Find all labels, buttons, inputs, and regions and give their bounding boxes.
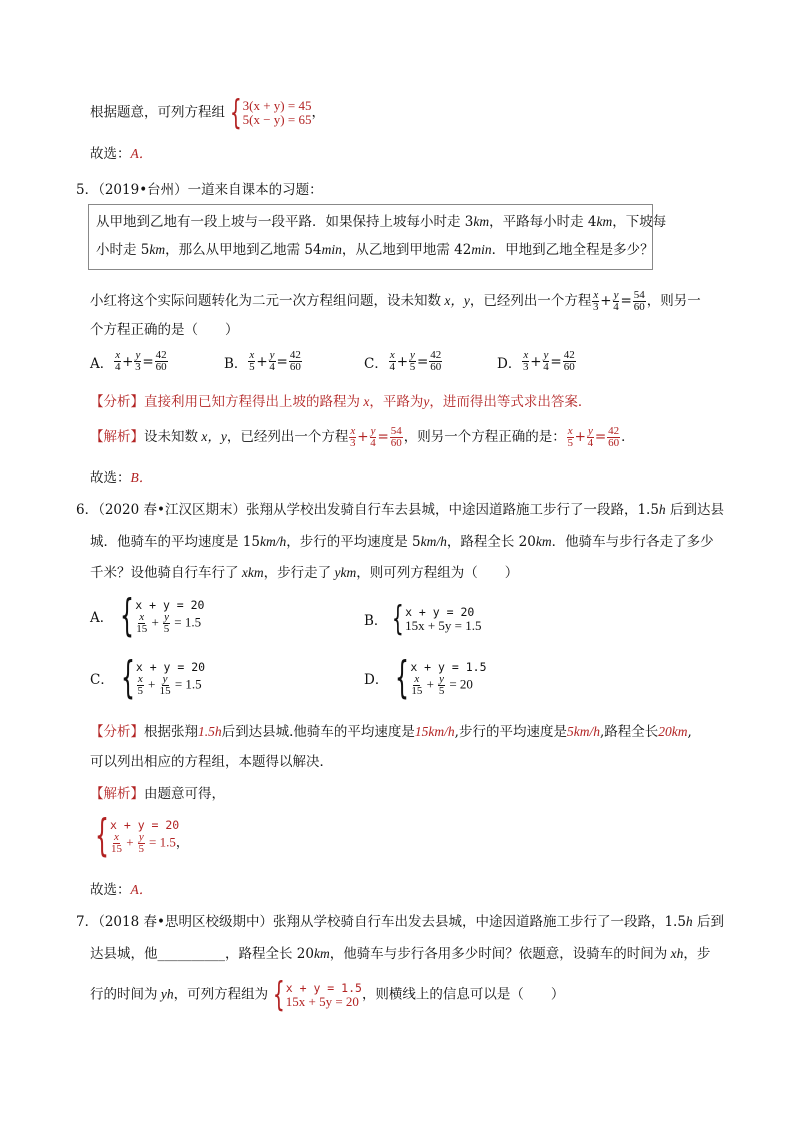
text-fragment: 6．（2020 春•江汉区期末）张翔从学校出发骑自行车去县城，中途因道路施工步行了一段路，1.5 xyxy=(76,502,659,518)
text-fragment: ，他骑车与步行各用多少时间？依题意，设骑车的时间为 xyxy=(329,946,668,962)
text-fragment: = xyxy=(416,353,429,370)
text-fragment: 3 xyxy=(523,361,529,373)
text-fragment: 60 xyxy=(430,361,442,373)
text-fragment: ， xyxy=(175,833,189,849)
fraction xyxy=(522,350,529,373)
text-fragment: D． xyxy=(497,355,522,372)
q6-option-c[interactable] xyxy=(90,652,206,703)
text-fragment: ，可列方程组为 xyxy=(173,986,269,1003)
text-fragment xyxy=(136,660,205,697)
text-fragment: + xyxy=(256,353,268,370)
q6-solution-system xyxy=(88,810,189,861)
fraction xyxy=(438,674,445,697)
text-fragment: = 1.5 xyxy=(174,613,202,629)
fraction xyxy=(429,350,442,373)
text-fragment: 4 xyxy=(114,361,121,373)
q5-stem-line-1 xyxy=(90,290,701,313)
text-fragment: x xyxy=(567,425,573,437)
text-fragment: 5km/h xyxy=(566,724,600,739)
text-fragment: x + y = 20 xyxy=(135,597,205,612)
box-line-1 xyxy=(96,212,666,232)
text-fragment: 60 xyxy=(390,437,402,449)
text-fragment: ，则可列方程组为（ ） xyxy=(356,565,519,581)
fraction xyxy=(248,350,255,373)
text-fragment: 15 xyxy=(411,684,423,697)
fill-blank[interactable]: __________ xyxy=(157,946,225,962)
text-fragment: 4 xyxy=(613,301,619,313)
text-fragment: 后到 xyxy=(692,914,724,930)
q5-answer xyxy=(90,468,152,488)
text-fragment: A． xyxy=(90,355,114,372)
solution-line-q4 xyxy=(90,93,325,133)
text-fragment: ，步 xyxy=(683,946,711,962)
question-5-header: 5．（2019•台州）一道来自课本的习题： xyxy=(76,182,323,198)
text-fragment: 后到达县 xyxy=(665,502,724,518)
text-fragment: , xyxy=(687,724,692,740)
text-fragment xyxy=(405,605,481,633)
text-fragment: 5 xyxy=(249,361,255,373)
fraction xyxy=(136,612,147,635)
text-fragment: 42 xyxy=(289,349,301,361)
brace: { xyxy=(229,93,242,133)
answer-value: A． xyxy=(130,146,153,161)
text-fragment: y xyxy=(162,672,168,685)
text-fragment: 由题意可得， xyxy=(144,786,225,802)
text-fragment: x + y = 1.5 xyxy=(285,981,362,995)
text-fragment xyxy=(286,981,362,1009)
text-fragment: = 20 xyxy=(449,675,473,691)
text-fragment: = xyxy=(377,429,389,445)
text-fragment: x，y xyxy=(441,293,470,308)
text-fragment: 设未知数 xyxy=(144,429,198,445)
text-fragment: 1.5h xyxy=(198,724,222,739)
fraction xyxy=(607,426,620,449)
fraction xyxy=(163,612,170,635)
text-fragment: 【解析】 xyxy=(90,429,144,445)
text-fragment: x xyxy=(350,425,356,437)
equation-system xyxy=(225,93,312,133)
q6-solution xyxy=(90,784,225,804)
text-fragment: x xyxy=(249,349,255,361)
text-fragment: 【分析】 xyxy=(90,394,144,410)
fraction xyxy=(137,674,144,697)
text-fragment: x xyxy=(137,672,143,685)
text-fragment xyxy=(243,99,312,127)
text-fragment: y xyxy=(613,289,619,301)
text-fragment: 15x + 5y = 20 xyxy=(285,994,359,1009)
q5-option-d[interactable] xyxy=(497,350,577,373)
text-fragment: 20km xyxy=(658,724,688,739)
text-fragment: = xyxy=(550,353,562,370)
text-fragment: A． xyxy=(130,882,153,897)
text-fragment: x xyxy=(114,830,119,843)
fraction xyxy=(411,674,422,697)
fraction xyxy=(349,426,356,449)
fraction xyxy=(390,426,403,449)
text-fragment: 54 xyxy=(390,425,402,437)
text-fragment: { xyxy=(120,652,135,703)
q5-solution xyxy=(90,426,635,449)
text-fragment: km xyxy=(313,946,330,961)
text-fragment: x + y = 20 xyxy=(135,659,206,674)
equation: 3(x + y) = 45 xyxy=(242,98,312,113)
text-fragment: y xyxy=(138,830,144,843)
text-fragment: 42 xyxy=(608,425,620,437)
text-fragment: km xyxy=(535,534,552,549)
q5-option-b[interactable] xyxy=(224,350,303,373)
answer-line-q4 xyxy=(90,144,152,164)
text-fragment: 小红将这个实际问题转化为二元一次方程组问题，设未知数 xyxy=(90,293,441,309)
text-fragment: = xyxy=(276,353,288,370)
text-fragment: B． xyxy=(364,613,388,629)
text-fragment: y xyxy=(587,425,593,437)
q5-option-a[interactable] xyxy=(90,350,169,373)
text-fragment: ，则另一个方程正确的是： xyxy=(403,429,566,445)
q6-analysis-2: 可以列出相应的方程组，本题得以解决． xyxy=(90,754,333,770)
q6-option-b[interactable] xyxy=(364,599,482,639)
fraction xyxy=(134,350,141,373)
fraction xyxy=(269,350,276,373)
text-fragment: = 1.5 xyxy=(148,833,176,849)
text-fragment: y xyxy=(269,349,275,361)
box-line-2 xyxy=(96,240,654,260)
fraction xyxy=(592,290,599,313)
text-fragment: = xyxy=(142,353,154,370)
text-fragment: 达县城，他 xyxy=(90,946,158,962)
text-fragment: 【解析】 xyxy=(90,786,144,802)
q7-line-1 xyxy=(76,912,724,932)
text-fragment: x + y = 1.5 xyxy=(410,659,487,674)
text-fragment: 5 xyxy=(567,437,573,449)
text-fragment: x + y = 20 xyxy=(110,817,180,832)
text-fragment: 54 xyxy=(633,289,645,301)
text-fragment: km xyxy=(149,242,166,257)
text-fragment: 3 xyxy=(593,301,599,313)
text-fragment: { xyxy=(95,810,109,861)
text-fragment: y xyxy=(439,672,445,685)
text-fragment: 【分析】 xyxy=(90,724,144,740)
fraction xyxy=(138,832,145,855)
text-fragment: + xyxy=(357,429,369,445)
text-fragment: y xyxy=(423,394,430,409)
text-fragment: x + y = 20 xyxy=(405,605,475,619)
text-fragment: y xyxy=(410,349,415,361)
q6-line-3 xyxy=(90,563,518,583)
text-fragment: ．他骑车与步行各走了多少 xyxy=(551,534,714,550)
text-fragment: 60 xyxy=(155,361,167,373)
text-fragment: + xyxy=(574,429,586,445)
text: 根据题意，可列方程组 xyxy=(90,104,225,121)
text-fragment: km/h xyxy=(420,534,447,549)
text-fragment: { xyxy=(120,590,135,641)
text-fragment: x xyxy=(593,289,599,301)
text-fragment: km xyxy=(596,214,613,229)
text-fragment: ykm xyxy=(331,565,357,580)
q7-line-3 xyxy=(90,975,565,1015)
text-fragment: = 1.5 xyxy=(174,675,202,691)
q6-answer xyxy=(90,880,152,900)
text-fragment: + xyxy=(396,353,409,370)
text-fragment: 4 xyxy=(543,361,549,373)
text-fragment: ,步行的平均速度是 xyxy=(454,724,567,740)
text-fragment: x，y xyxy=(198,429,227,444)
text-fragment: + xyxy=(530,353,542,370)
text-fragment: km/h xyxy=(259,534,287,549)
fraction xyxy=(114,350,121,373)
answer-label: 故选： xyxy=(90,146,131,162)
text-fragment: D． xyxy=(364,672,389,688)
text-fragment: B． xyxy=(224,355,248,372)
q5-stem-line-2: 个方程正确的是（ ） xyxy=(90,322,239,338)
text-fragment: ,路程全长 xyxy=(599,724,659,740)
text-fragment: x xyxy=(139,610,145,623)
text-fragment: 根据张翔 xyxy=(144,724,198,740)
text-fragment: ． xyxy=(621,429,635,445)
q6-line-1 xyxy=(76,500,724,520)
text-fragment: y xyxy=(543,349,549,361)
fraction xyxy=(633,290,646,313)
text-fragment: y xyxy=(164,610,169,623)
text-fragment: 15km/h xyxy=(414,724,455,739)
text-fragment: ，已经列出一个方程 xyxy=(226,429,349,445)
fraction xyxy=(409,350,416,373)
text-fragment: 行的时间为 xyxy=(90,986,158,1003)
text-fragment: 15 xyxy=(159,684,171,697)
fraction xyxy=(389,350,396,373)
q5-option-c[interactable] xyxy=(364,350,443,373)
text-fragment: 60 xyxy=(633,301,645,313)
text-fragment: 4 xyxy=(269,361,275,373)
text-fragment: ，则另一 xyxy=(646,293,701,309)
text-fragment: $\frac{x}{15}$ + $\frac{y}{5}$ = 1.5 xyxy=(136,610,202,635)
text-fragment: 后到达县城.他骑车的平均速度是 xyxy=(221,724,415,740)
text-fragment: 从甲地到乙地有一段上坡与一段平路．如果保持上坡每小时走 3 xyxy=(96,214,474,230)
text-fragment: min xyxy=(471,242,492,257)
text-fragment: 5 xyxy=(409,361,416,373)
fraction xyxy=(111,832,122,855)
text-fragment xyxy=(410,660,486,697)
text-fragment: 5 xyxy=(438,684,445,697)
equation: 5(x − y) = 65 xyxy=(242,112,312,127)
text-fragment: = xyxy=(620,293,632,309)
fraction xyxy=(289,350,302,373)
text-fragment: A． xyxy=(90,610,114,626)
text-fragment: ，平路为 xyxy=(369,394,424,410)
text-fragment: y xyxy=(135,349,141,361)
text-fragment: x xyxy=(523,349,529,361)
text-fragment: ，进而得出等式求出答案． xyxy=(429,394,592,410)
fraction xyxy=(543,350,550,373)
fraction xyxy=(587,426,594,449)
text-fragment: ，步行的平均速度是 5 xyxy=(286,534,421,550)
text-fragment xyxy=(135,598,204,635)
text-fragment: $\frac{x}{5}$ + $\frac{y}{15}$ = 1.5 xyxy=(137,672,202,697)
text-fragment: + xyxy=(600,293,612,309)
fraction xyxy=(567,426,574,449)
text-fragment: ，从乙地到甲地需 42 xyxy=(341,242,472,258)
text-fragment: ，路程全长 20 xyxy=(446,534,536,550)
text-fragment: ，下坡每 xyxy=(612,214,667,230)
q6-analysis-1 xyxy=(90,722,692,742)
q6-option-a[interactable] xyxy=(90,590,205,641)
text-fragment: 5 xyxy=(138,842,145,855)
text-fragment: 15 xyxy=(136,622,148,635)
text-fragment: 15 xyxy=(111,842,122,855)
fraction xyxy=(613,290,620,313)
text-fragment: x xyxy=(389,349,395,361)
text-fragment: 42 xyxy=(155,349,167,361)
text-fragment: 直接利用已知方程得出上坡的路程为 xyxy=(144,394,360,410)
text-fragment: $\frac{x}{15}$ + $\frac{y}{5}$ = 1.5， xyxy=(111,830,189,855)
text-fragment: y xyxy=(370,425,376,437)
text-fragment: ，则横线上的信息可以是（ ） xyxy=(361,986,565,1003)
text-fragment: 故选： xyxy=(90,470,131,486)
text-fragment: 60 xyxy=(563,361,575,373)
text-fragment: 5 xyxy=(137,684,144,697)
text-fragment: { xyxy=(392,599,405,639)
text-fragment: 42 xyxy=(563,349,575,361)
text-fragment: 5 xyxy=(163,622,170,635)
text-fragment: 15x + 5y = 1.5 xyxy=(405,618,482,633)
text-fragment: ．甲地到乙地全程是多少？ xyxy=(491,242,654,258)
text-fragment: 故选： xyxy=(90,882,131,898)
text-fragment: xkm xyxy=(238,565,264,580)
text-fragment: { xyxy=(395,652,410,703)
text-fragment: x xyxy=(115,349,121,361)
text-fragment: yh xyxy=(157,986,174,1002)
text-fragment: 4 xyxy=(370,437,376,449)
text-fragment: ，路程全长 20 xyxy=(225,946,314,962)
q6-option-d[interactable] xyxy=(364,652,487,703)
text-fragment: km xyxy=(473,214,490,229)
text-fragment: 千米？设他骑自行车行了 xyxy=(90,565,239,581)
text-fragment xyxy=(110,818,189,855)
text-fragment: = xyxy=(594,429,607,445)
text-fragment: 42 xyxy=(430,349,442,361)
text-fragment: 4 xyxy=(587,437,594,449)
text-fragment: 4 xyxy=(389,361,396,373)
text-fragment: 3 xyxy=(350,437,356,449)
text-fragment: C． xyxy=(364,355,388,372)
text-fragment: 3 xyxy=(135,361,141,373)
q5-analysis xyxy=(90,392,591,412)
text-fragment: + xyxy=(122,353,134,370)
text-fragment: 60 xyxy=(608,437,620,449)
text-fragment: x xyxy=(414,672,420,685)
text-fragment: 7．（2018 春•思明区校级期中）张翔从学校骑自行车出发去县城，中途因道路施工步行了一段路，1.5 xyxy=(76,914,686,930)
text-fragment: h xyxy=(658,502,666,517)
fraction xyxy=(563,350,576,373)
text-fragment: $\frac{x}{15}$ + $\frac{y}{5}$ = 20 xyxy=(411,672,473,697)
fraction xyxy=(370,426,377,449)
fraction xyxy=(160,674,171,697)
text-fragment: { xyxy=(272,975,285,1015)
text-fragment: C． xyxy=(90,672,114,688)
text-fragment: B． xyxy=(130,470,153,485)
text-fragment: ，那么从甲地到乙地需 54 xyxy=(165,242,322,258)
fraction xyxy=(155,350,168,373)
text-fragment: 60 xyxy=(289,361,301,373)
text-fragment: h xyxy=(685,914,693,929)
text-fragment: ，步行走了 xyxy=(263,565,332,581)
text-fragment: ，平路每小时走 4 xyxy=(489,214,597,230)
text-fragment: xh xyxy=(667,946,684,961)
punct: ， xyxy=(311,104,325,121)
equation-system xyxy=(268,975,362,1015)
text-fragment: x xyxy=(360,394,370,409)
text-fragment: 城．他骑车的平均速度是 15 xyxy=(90,534,260,550)
q6-line-2 xyxy=(90,532,714,552)
text-fragment: min xyxy=(321,242,342,257)
q7-line-2 xyxy=(90,944,710,964)
text-fragment: 小时走 5 xyxy=(96,242,150,258)
text-fragment: ，已经列出一个方程 xyxy=(469,293,592,309)
